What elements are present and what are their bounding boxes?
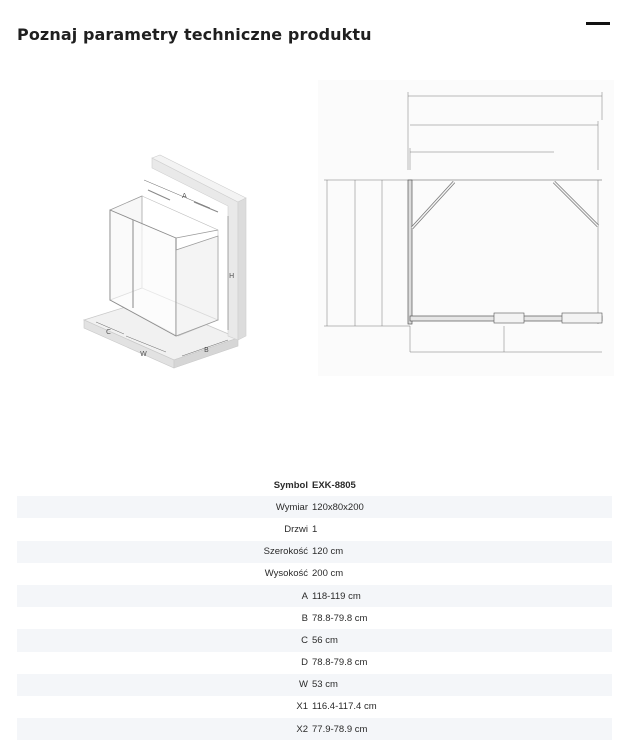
- label-w: W: [140, 350, 147, 358]
- spec-value: EXK-8805: [312, 479, 356, 491]
- label-a: A: [182, 192, 187, 200]
- spec-label: A: [301, 590, 308, 602]
- spec-value: 78.8-79.8 cm: [312, 657, 368, 669]
- spec-value: 120 cm: [312, 546, 344, 558]
- spec-label: D: [301, 657, 308, 669]
- table-row: [17, 718, 612, 740]
- spec-value: 1: [312, 523, 318, 535]
- isometric-drawing: [78, 150, 256, 390]
- table-row: [17, 607, 612, 629]
- table-row: [17, 674, 612, 696]
- table-row: [17, 629, 612, 651]
- table-row: [17, 496, 612, 518]
- spec-value: 56 cm: [312, 634, 338, 646]
- spec-label: C: [301, 634, 308, 646]
- spec-label: X1: [296, 701, 308, 713]
- specs-table: [17, 474, 612, 740]
- minus-icon: [586, 22, 610, 25]
- spec-value: 78.8-79.8 cm: [312, 612, 368, 624]
- table-row: [17, 652, 612, 674]
- spec-value: 118-119 cm: [312, 590, 361, 602]
- table-row: [17, 563, 612, 585]
- table-row: [17, 541, 612, 563]
- spec-value: 77.9-78.9 cm: [312, 723, 368, 735]
- table-row: [17, 518, 612, 540]
- spec-value: 200 cm: [312, 568, 344, 580]
- table-row: [17, 696, 612, 718]
- spec-label: Wymiar: [275, 501, 308, 513]
- spec-label: W: [299, 679, 308, 691]
- spec-value: 116.4-117.4 cm: [312, 701, 377, 713]
- collapse-button[interactable]: [586, 16, 612, 30]
- spec-label: B: [301, 612, 308, 624]
- spec-value: 53 cm: [312, 679, 338, 691]
- spec-label: Symbol: [273, 479, 308, 491]
- label-h: H: [229, 272, 235, 280]
- spec-value: 120x80x200: [312, 501, 364, 513]
- label-c: C: [106, 328, 111, 336]
- spec-label: Szerokość: [263, 546, 308, 558]
- plan-view-drawing: [318, 80, 614, 376]
- spec-label: Drzwi: [284, 523, 308, 535]
- table-row: [17, 585, 612, 607]
- specs-header-row: [17, 474, 612, 496]
- label-b: B: [204, 346, 209, 354]
- spec-label: X2: [296, 723, 308, 735]
- section-title: Poznaj parametry techniczne produktu: [17, 25, 372, 44]
- spec-label: Wysokość: [264, 568, 308, 580]
